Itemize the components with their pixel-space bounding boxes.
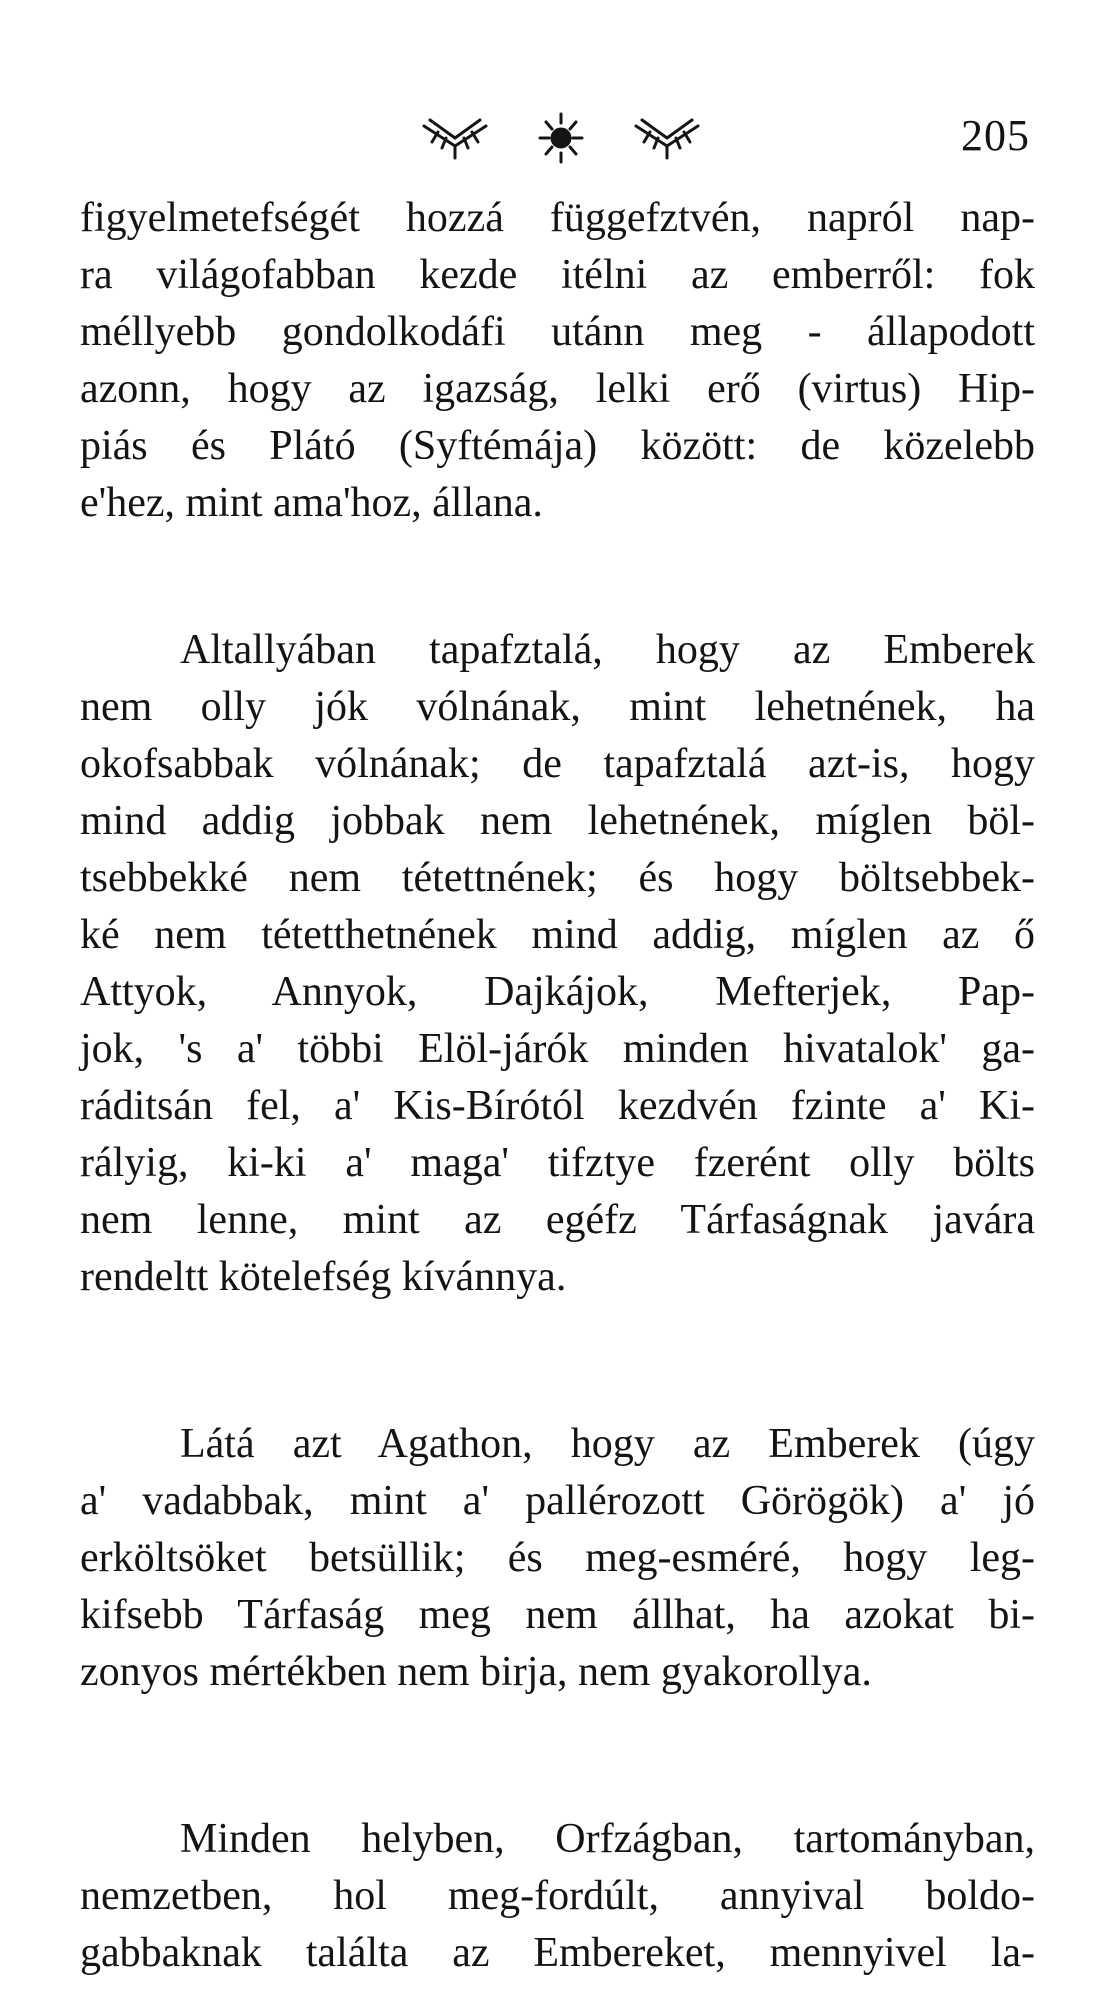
paragraph-1: [80, 190, 1035, 532]
page-number: 205: [961, 111, 1030, 160]
text-line: e'hez, mint ama'hoz, állana.: [80, 480, 543, 526]
text-line: a' vadabbak, mint a' pallérozott Görögök) a' jó: [80, 1478, 1035, 1524]
text-line: kifsebb Tárfaság meg nem állhat, ha azokat bi-: [80, 1592, 1035, 1638]
page-header: [0, 100, 1115, 180]
text-line: figyelmetefségét hozzá függefztvén, napról nap-: [80, 195, 1035, 241]
paragraph-3: [80, 1416, 1035, 1701]
header-ornament: [420, 108, 702, 168]
text-line: gabbaknak találta az Embereket, mennyivel la-: [80, 1930, 1035, 1976]
text-line: ké nem tétetthetnének mind addig, míglen az ő: [80, 912, 1035, 958]
text-line: tsebbekké nem tétettnének; és hogy böltsebbek-: [80, 855, 1035, 901]
text-line: okofsabbak vólnának; de tapafztalá azt-is, hogy: [80, 741, 1035, 787]
text-line: Látá azt Agathon, hogy az Emberek (úgy: [180, 1421, 1035, 1467]
text-line: rendeltt kötelefség kívánnya.: [80, 1254, 567, 1300]
text-line: méllyebb gondolkodáfi utánn meg - állapodott: [80, 309, 1035, 355]
text-line: Minden helyben, Orfzágban, tartományban,: [180, 1816, 1035, 1862]
text-line: nem olly jók vólnának, mint lehetnének, ha: [80, 684, 1035, 730]
floral-ornament-left-icon: [420, 116, 490, 160]
paragraph-4: [80, 1811, 1035, 1982]
text-line: jok, 's a' többi Elöl-járók minden hivatalok' ga-: [80, 1026, 1035, 1072]
text-line: piás és Plátó (Syftémája) között: de közelebb: [80, 423, 1035, 469]
text-line: erköltsöket betsüllik; és meg-esméré, hogy leg-: [80, 1535, 1035, 1581]
text-line: nem lenne, mint az egéfz Tárfaságnak javára: [80, 1197, 1035, 1243]
text-line: ráditsán fel, a' Kis-Bírótól kezdvén fzinte a' Ki-: [80, 1083, 1035, 1129]
body-text: [80, 190, 1035, 1982]
text-line: nemzetben, hol meg-fordúlt, annyival boldo-: [80, 1873, 1035, 1919]
text-line: ra világofabban kezde itélni az emberről: fok: [80, 252, 1035, 298]
text-line: azonn, hogy az igazság, lelki erő (virtus) Hip-: [80, 366, 1035, 412]
paragraph-2: [80, 622, 1035, 1306]
text-line: zonyos mértékben nem birja, nem gyakorollya.: [80, 1649, 872, 1695]
text-line: mind addig jobbak nem lehetnének, míglen böl-: [80, 798, 1035, 844]
text-line: Altallyában tapafztalá, hogy az Emberek: [180, 627, 1035, 673]
text-line: rályig, ki-ki a' maga' tifztye fzerént olly bölts: [80, 1140, 1035, 1186]
sun-ornament-icon: [536, 110, 586, 166]
text-line: Attyok, Annyok, Dajkájok, Mefterjek, Pap-: [80, 969, 1035, 1015]
floral-ornament-right-icon: [632, 116, 702, 160]
